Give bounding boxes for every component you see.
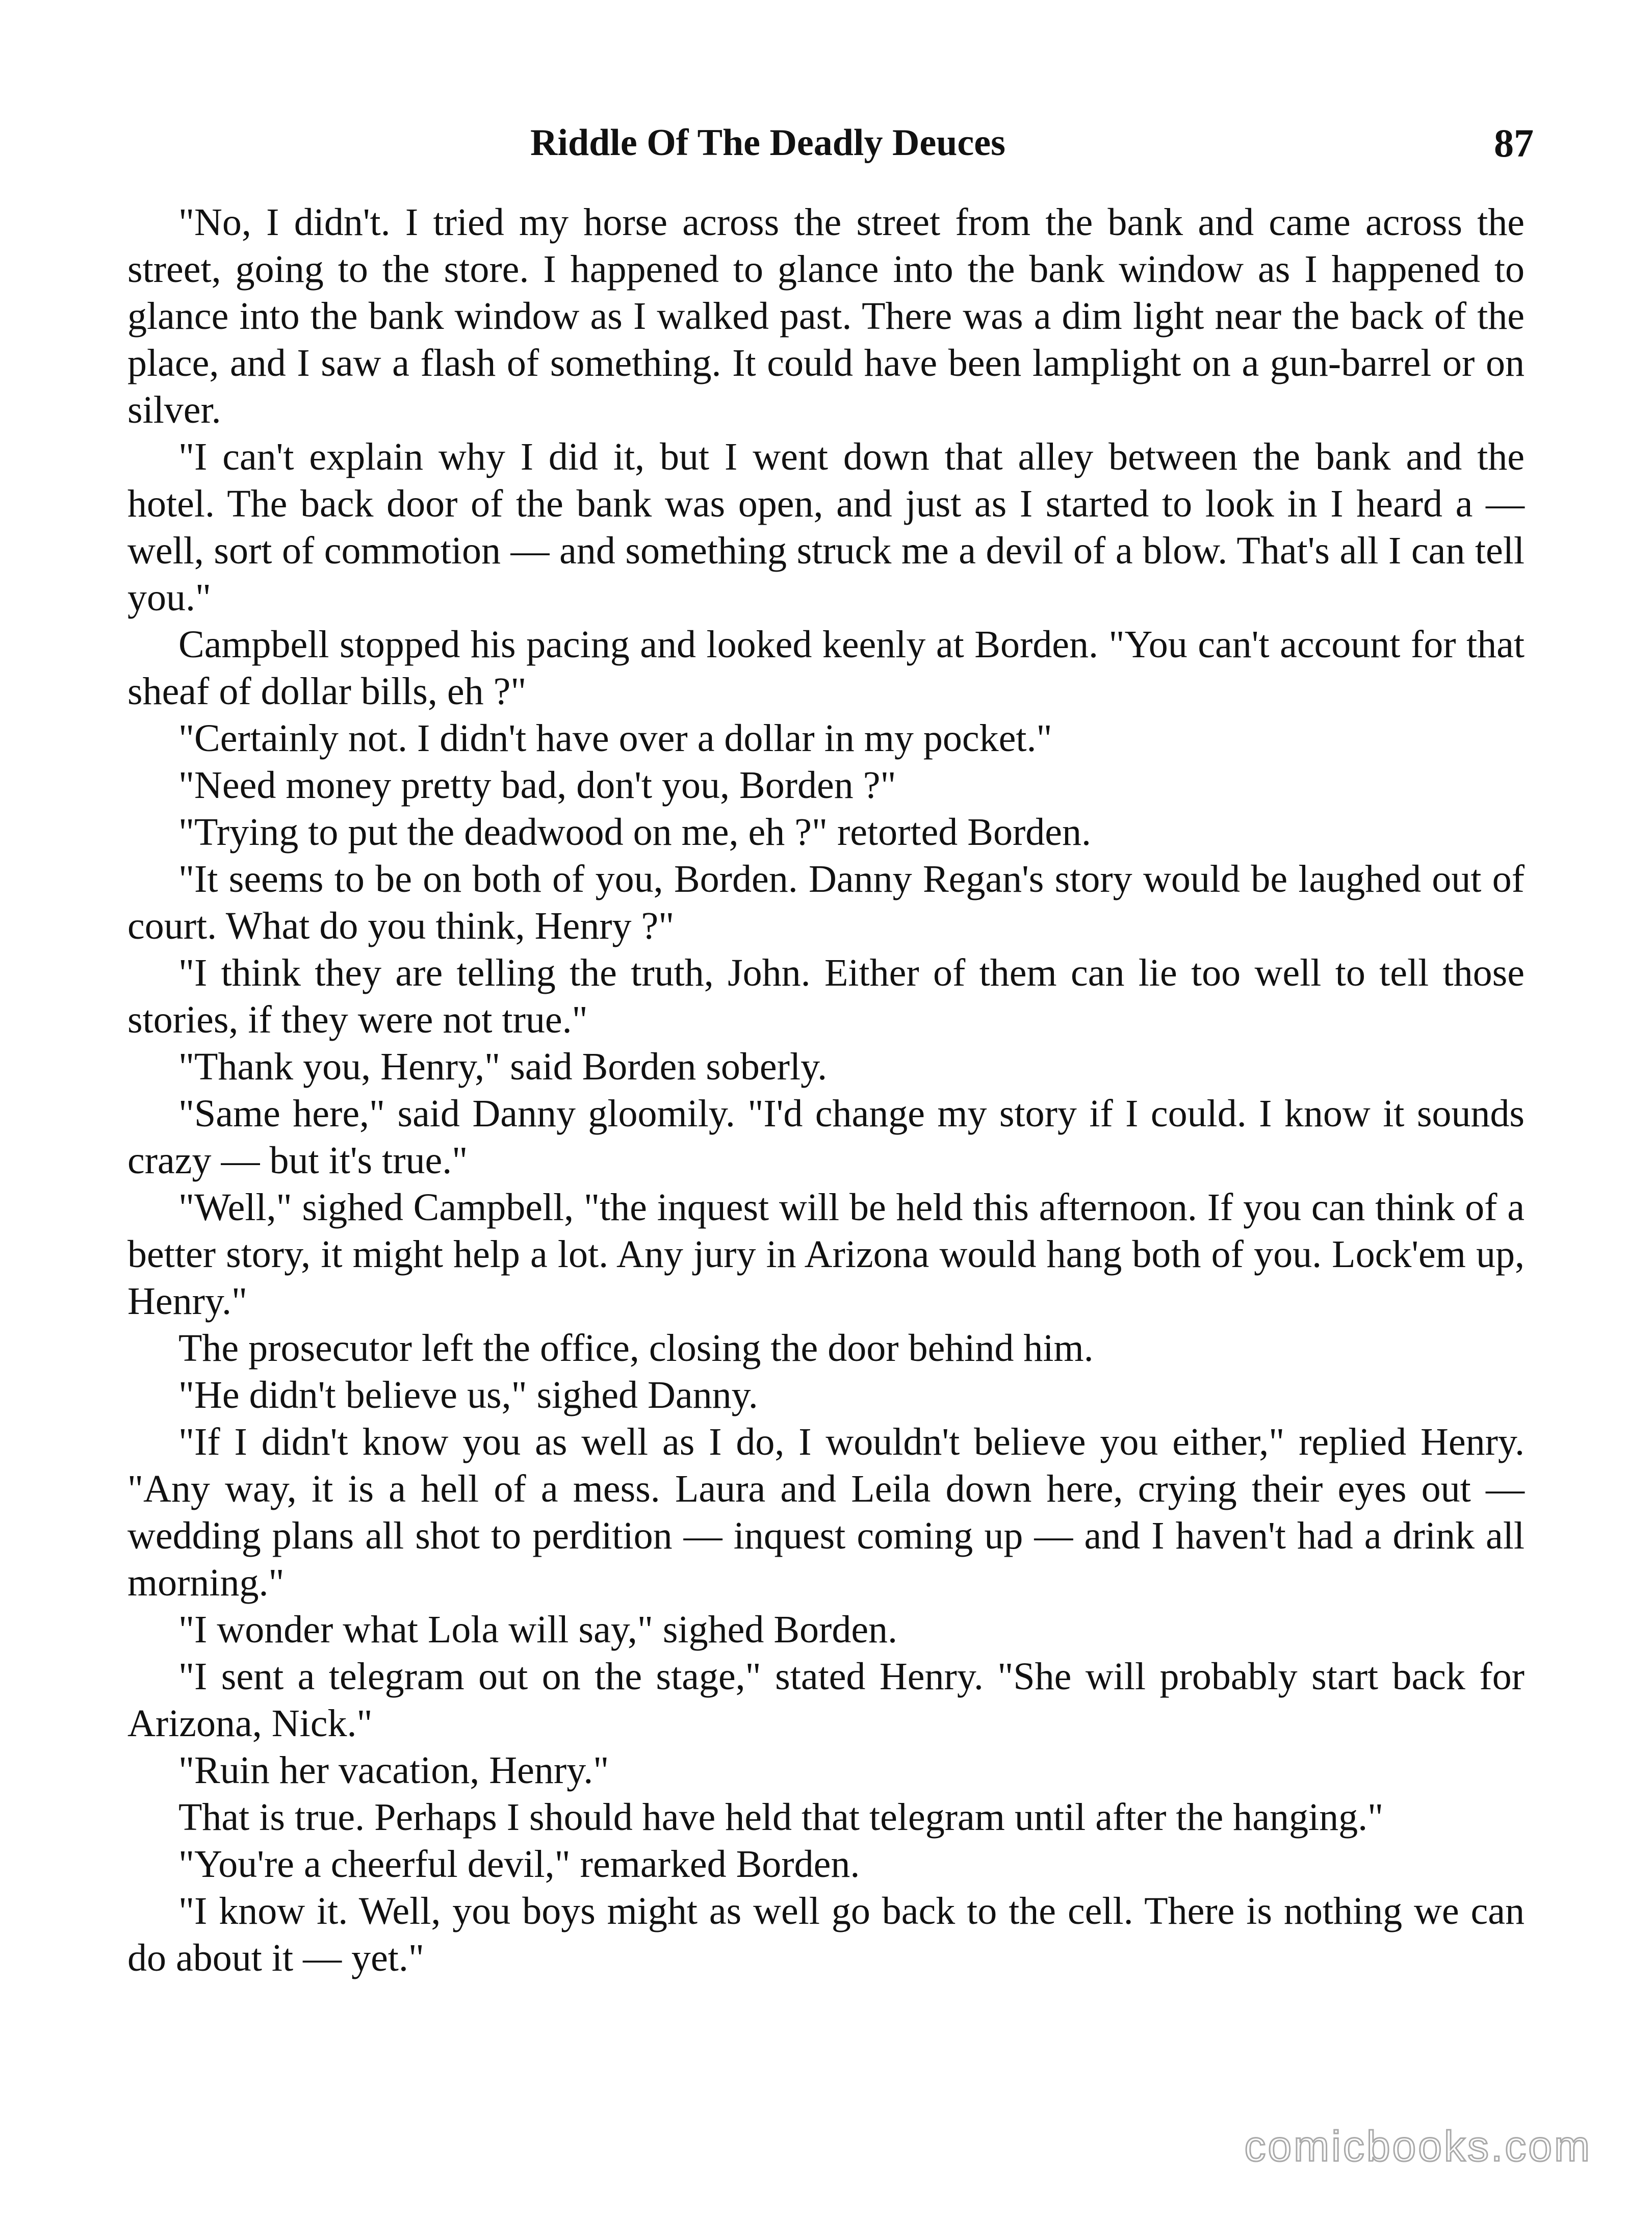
paragraph: "He didn't believe us," sighed Danny. (178, 1374, 758, 1416)
running-title: Riddle Of The Deadly Deuces (530, 122, 1005, 164)
paragraph: "I sent a telegram out on the stage," stated Henry. "She will probably start back for Arizona, Nick." (127, 1655, 1525, 1745)
paragraph: "Certainly not. I didn't have over a dollar in my pocket." (178, 717, 1052, 760)
paragraph: "Trying to put the deadwood on me, eh ?" retorted Borden. (178, 811, 1092, 854)
paragraph: The prosecutor left the office, closing the door behind him. (178, 1327, 1094, 1370)
watermark: comicbooks.com (1244, 2122, 1592, 2170)
paragraph: "No, I didn't. I tried my horse across the street from the bank and came across the street, going to the store. I happened to glance into the bank window as I happened to glance into the bank window as I walked past. There was a dim light near the back of the place, and I saw a flash of something. It could have been lamplight on a gun-barrel or on silver. (127, 201, 1525, 431)
paragraph: "I can't explain why I did it, but I went down that alley between the bank and the hotel. The back door of the bank was open, and just as I started to look in I heard a — well, sort of commotion — and something struck me a devil of a blow. That's all I can tell you." (127, 435, 1525, 619)
paragraph: "Well," sighed Campbell, "the inquest will be held this afternoon. If you can think of a better story, it might help a lot. Any jury in Arizona would hang both of you. Lock'em up, Henry." (127, 1186, 1525, 1323)
paragraph: "I wonder what Lola will say," sighed Borden. (178, 1608, 898, 1651)
paragraph: "You're a cheerful devil," remarked Borden. (178, 1843, 860, 1886)
paragraph: Campbell stopped his pacing and looked keenly at Borden. "You can't account for that sheaf of dollar bills, eh ?" (127, 623, 1525, 713)
paragraph: That is true. Perhaps I should have held that telegram until after the hanging." (178, 1796, 1384, 1839)
paragraph: "Same here," said Danny gloomily. "I'd change my story if I could. I know it sounds crazy — but it's true." (127, 1092, 1525, 1182)
paragraph: "Ruin her vacation, Henry." (178, 1749, 609, 1792)
paragraph: "It seems to be on both of you, Borden. Danny Regan's story would be laughed out of court. What do you think, Henry ?" (127, 858, 1525, 947)
paragraph: "Thank you, Henry," said Borden soberly. (178, 1045, 828, 1088)
paragraph: "I think they are telling the truth, John. Either of them can lie too well to tell those stories, if they were not true." (127, 951, 1525, 1041)
page-body (127, 199, 1525, 1981)
paragraph: "Need money pretty bad, don't you, Borden ?" (178, 764, 896, 807)
paragraph: "I know it. Well, you boys might as well go back to the cell. There is nothing we can do about it — yet." (127, 1890, 1525, 1979)
page-number: 87 (1494, 121, 1534, 165)
paragraph: "If I didn't know you as well as I do, I wouldn't believe you either," replied Henry. "Any way, it is a hell of a mess. Laura and Leila down here, crying their eyes out — wedding plans all shot to perdition — inquest coming up — and I haven't had a drink all morning." (127, 1421, 1525, 1604)
